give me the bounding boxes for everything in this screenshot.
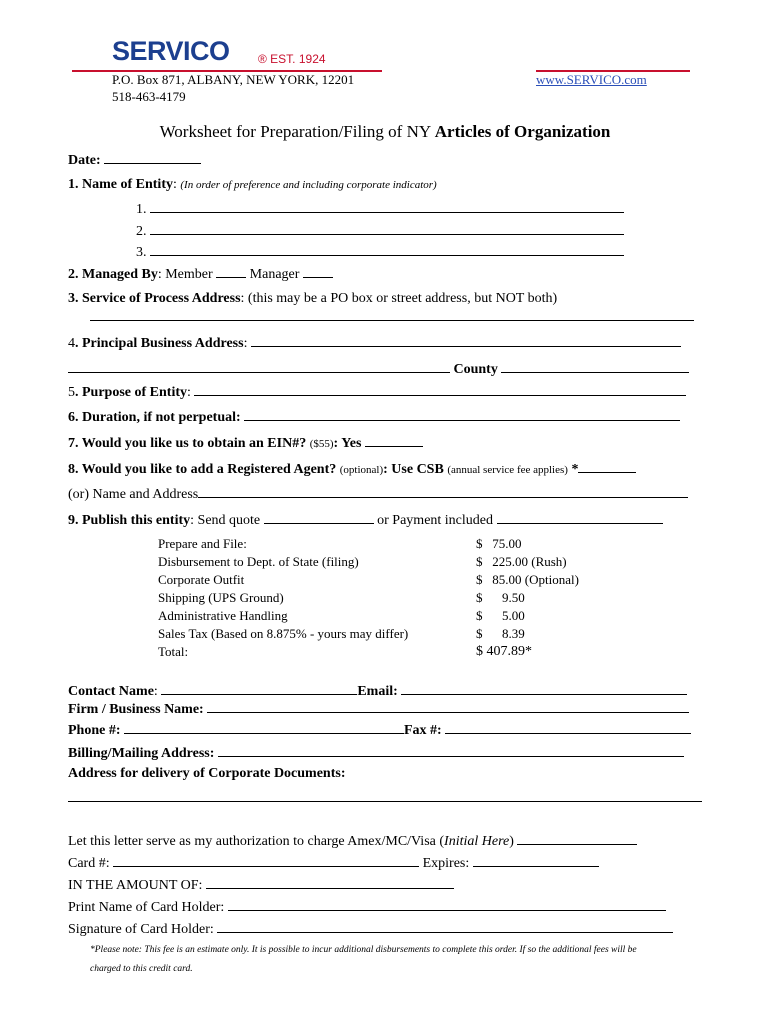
entity-choice-1-field[interactable]: [150, 199, 624, 213]
entity-choice-2: 2.: [136, 221, 624, 240]
purpose-field[interactable]: [194, 382, 686, 396]
print-name-field[interactable]: [228, 897, 666, 911]
service-address-field[interactable]: [90, 320, 694, 321]
amount-field[interactable]: [206, 875, 454, 889]
duration-field[interactable]: [244, 407, 680, 421]
fee-table: [158, 535, 579, 661]
phone-field[interactable]: [124, 720, 404, 734]
signature-field[interactable]: [217, 919, 673, 933]
company-address: P.O. Box 871, ALBANY, NEW YORK, 12201: [112, 72, 355, 87]
fax-field[interactable]: [445, 720, 691, 734]
manager-field[interactable]: [303, 264, 333, 278]
contact-name-row: Contact Name: Email:: [68, 681, 687, 700]
entity-choice-1: 1.: [136, 199, 624, 218]
registered-agent-row: 8. Would you like to add a Registered Agent? (optional): Use CSB (annual service fee applies) *: [68, 459, 636, 478]
fee-note-line-2: charged to this credit card.: [90, 964, 193, 974]
fee-row: Sales Tax (Based on 8.875% - yours may differ) $ 8.39: [158, 626, 525, 641]
principal-address-field[interactable]: [251, 333, 681, 347]
company-phone: 518-463-4179: [112, 89, 186, 104]
date-row: Date:: [68, 150, 201, 169]
brand-logo: SERVICO: [112, 36, 230, 66]
managed-by-row: 2. Managed By: Member Manager: [68, 264, 333, 283]
delivery-row: Address for delivery of Corporate Documents:: [68, 766, 346, 781]
initial-field[interactable]: [517, 831, 637, 845]
amount-row: IN THE AMOUNT OF:: [68, 875, 454, 894]
member-field[interactable]: [216, 264, 246, 278]
county-row: County: [68, 359, 689, 378]
publish-row: 9. Publish this entity: Send quote or Payment included: [68, 510, 663, 529]
card-number-field[interactable]: [113, 853, 419, 867]
fee-row: Corporate Outfit $ 85.00 (Optional): [158, 572, 579, 587]
county-field[interactable]: [501, 359, 689, 373]
name-address-row: (or) Name and Address: [68, 484, 688, 503]
duration-row: 6. Duration, if not perpetual:: [68, 407, 680, 426]
authorization-row: Let this letter serve as my authorization to charge Amex/MC/Visa (Initial Here): [68, 831, 637, 850]
principal-address-row: 4. Principal Business Address:: [68, 333, 681, 352]
entity-choice-3-field[interactable]: [150, 242, 624, 256]
registered-agent-field[interactable]: [578, 459, 636, 473]
purpose-row: 5. Purpose of Entity:: [68, 382, 686, 401]
ein-yes-field[interactable]: [365, 433, 423, 447]
send-quote-field[interactable]: [264, 510, 374, 524]
billing-row: Billing/Mailing Address:: [68, 743, 684, 762]
fee-row: Administrative Handling $ 5.00: [158, 608, 525, 623]
date-field[interactable]: [104, 150, 201, 164]
service-address-row: 3. Service of Process Address: (this may be a PO box or street address, but NOT both): [68, 291, 558, 306]
payment-included-field[interactable]: [497, 510, 663, 524]
fee-total-row: Total: $ 407.89*: [158, 644, 532, 659]
website-link[interactable]: www.SERVICO.com: [536, 72, 647, 87]
firm-row: Firm / Business Name:: [68, 699, 689, 718]
principal-address-field-2[interactable]: [68, 359, 450, 373]
fee-row: Prepare and File: $ 75.00: [158, 536, 522, 551]
ein-row: 7. Would you like us to obtain an EIN#? ($55): Yes: [68, 433, 423, 452]
est-label: ® EST. 1924: [258, 52, 326, 66]
billing-field[interactable]: [218, 743, 684, 757]
contact-name-field[interactable]: [161, 681, 357, 695]
fee-row: Shipping (UPS Ground) $ 9.50: [158, 590, 525, 605]
entity-choice-3: 3.: [136, 242, 624, 261]
name-address-field[interactable]: [198, 484, 688, 498]
print-name-row: Print Name of Card Holder:: [68, 897, 666, 916]
delivery-field[interactable]: [68, 801, 702, 802]
page-title: Worksheet for Preparation/Filing of NY Articles of Organization: [159, 122, 611, 141]
fee-row: Disbursement to Dept. of State (filing) $ 225.00 (Rush): [158, 554, 567, 569]
email-field[interactable]: [401, 681, 687, 695]
signature-row: Signature of Card Holder:: [68, 919, 673, 938]
fee-note-line-1: *Please note: This fee is an estimate only. It is possible to incur additional disbursements to complete this order. If so the additional fees will be: [90, 945, 637, 955]
entity-choice-2-field[interactable]: [150, 221, 624, 235]
expires-field[interactable]: [473, 853, 599, 867]
phone-row: Phone #: Fax #:: [68, 720, 691, 739]
entity-name-row: 1. Name of Entity: (In order of preference and including corporate indicator): [68, 177, 437, 192]
firm-field[interactable]: [207, 699, 689, 713]
card-row: Card #: Expires:: [68, 853, 599, 872]
